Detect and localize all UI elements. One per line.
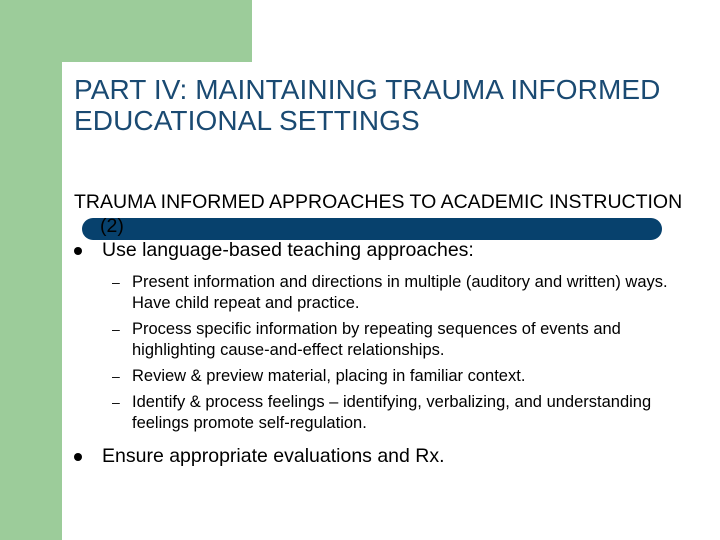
slide-title: PART IV: MAINTAINING TRAUMA INFORMED EDUCATIONAL SETTINGS <box>74 74 661 136</box>
sub-bullet-text: Present information and directions in multiple (auditory and written) ways. Have child repeat and practice. <box>132 273 668 312</box>
dash-icon: – <box>112 274 120 290</box>
bullet-dot-icon <box>74 247 82 255</box>
dash-icon: – <box>112 394 120 410</box>
bullet-item <box>74 238 694 262</box>
sub-bullet-item <box>74 272 694 314</box>
bullet-dot-icon <box>74 453 82 461</box>
corner-accent-left <box>0 0 62 540</box>
bullet-text: Use language-based teaching approaches: <box>102 239 474 261</box>
sub-bullet-item <box>74 319 694 361</box>
dash-icon: – <box>112 368 120 384</box>
section-heading: TRAUMA INFORMED APPROACHES TO ACADEMIC INSTRUCTION (2) <box>74 191 683 237</box>
bullet-item <box>74 444 694 468</box>
sub-bullet-item <box>74 366 694 387</box>
bullet-text: Ensure appropriate evaluations and Rx. <box>102 445 445 467</box>
sub-bullet-text: Identify & process feelings – identifying, verbalizing, and understanding feelings promote self-regulation. <box>132 393 652 432</box>
sub-bullet-list <box>74 272 694 434</box>
sub-bullet-text: Review & preview material, placing in familiar context. <box>132 367 526 385</box>
slide-content <box>74 190 694 468</box>
sub-bullet-text: Process specific information by repeating sequences of events and highlighting cause-and-effect relationships. <box>132 320 621 359</box>
sub-bullet-item <box>74 392 694 434</box>
dash-icon: – <box>112 321 120 337</box>
